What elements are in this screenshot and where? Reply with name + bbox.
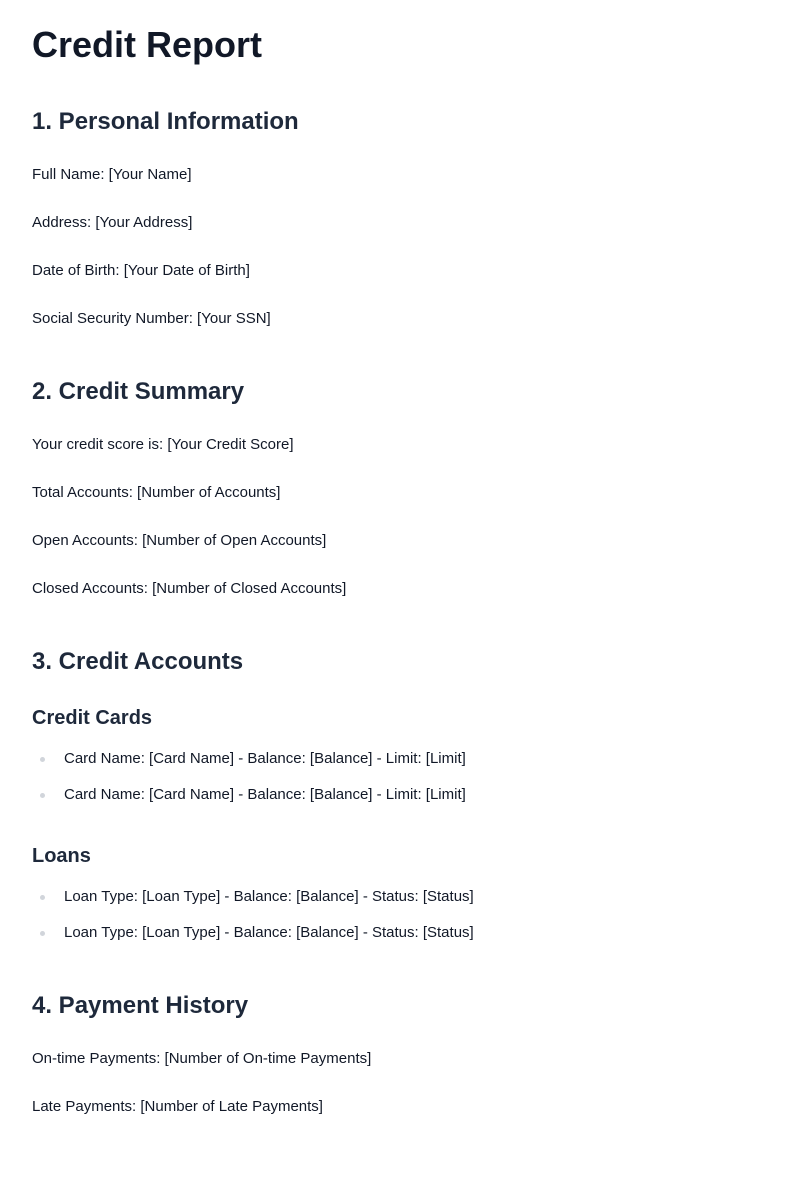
field-late-payments: Late Payments: [Number of Late Payments] — [32, 1098, 323, 1115]
list-item: Card Name: [Card Name] - Balance: [Balance] - Limit: [Limit] — [32, 748, 768, 770]
field-on-time-payments: On-time Payments: [Number of On-time Payments] — [32, 1050, 372, 1067]
subheading-credit-cards: Credit Cards — [32, 707, 153, 729]
page-title: Credit Report — [32, 24, 263, 65]
loans-list — [32, 886, 768, 944]
section-heading-credit-summary: 2. Credit Summary — [32, 378, 245, 405]
list-item: Loan Type: [Loan Type] - Balance: [Balance] - Status: [Status] — [32, 922, 768, 944]
section-heading-credit-accounts: 3. Credit Accounts — [32, 648, 244, 675]
field-ssn: Social Security Number: [Your SSN] — [32, 310, 271, 327]
field-address: Address: [Your Address] — [32, 214, 193, 231]
field-closed-accounts: Closed Accounts: [Number of Closed Accounts] — [32, 580, 347, 597]
credit-cards-list — [32, 748, 768, 806]
list-item: Loan Type: [Loan Type] - Balance: [Balance] - Status: [Status] — [32, 886, 768, 908]
field-open-accounts: Open Accounts: [Number of Open Accounts] — [32, 532, 327, 549]
field-date-of-birth: Date of Birth: [Your Date of Birth] — [32, 262, 250, 279]
field-credit-score: Your credit score is: [Your Credit Score] — [32, 436, 294, 453]
section-credit-accounts — [32, 646, 768, 944]
section-heading-payment-history: 4. Payment History — [32, 992, 249, 1019]
section-personal-information — [32, 106, 768, 330]
section-payment-history — [32, 990, 768, 1118]
section-credit-summary — [32, 376, 768, 600]
subheading-loans: Loans — [32, 845, 91, 867]
field-total-accounts: Total Accounts: [Number of Accounts] — [32, 484, 281, 501]
section-heading-personal-information: 1. Personal Information — [32, 108, 299, 135]
field-full-name: Full Name: [Your Name] — [32, 166, 192, 183]
list-item: Card Name: [Card Name] - Balance: [Balance] - Limit: [Limit] — [32, 784, 768, 806]
